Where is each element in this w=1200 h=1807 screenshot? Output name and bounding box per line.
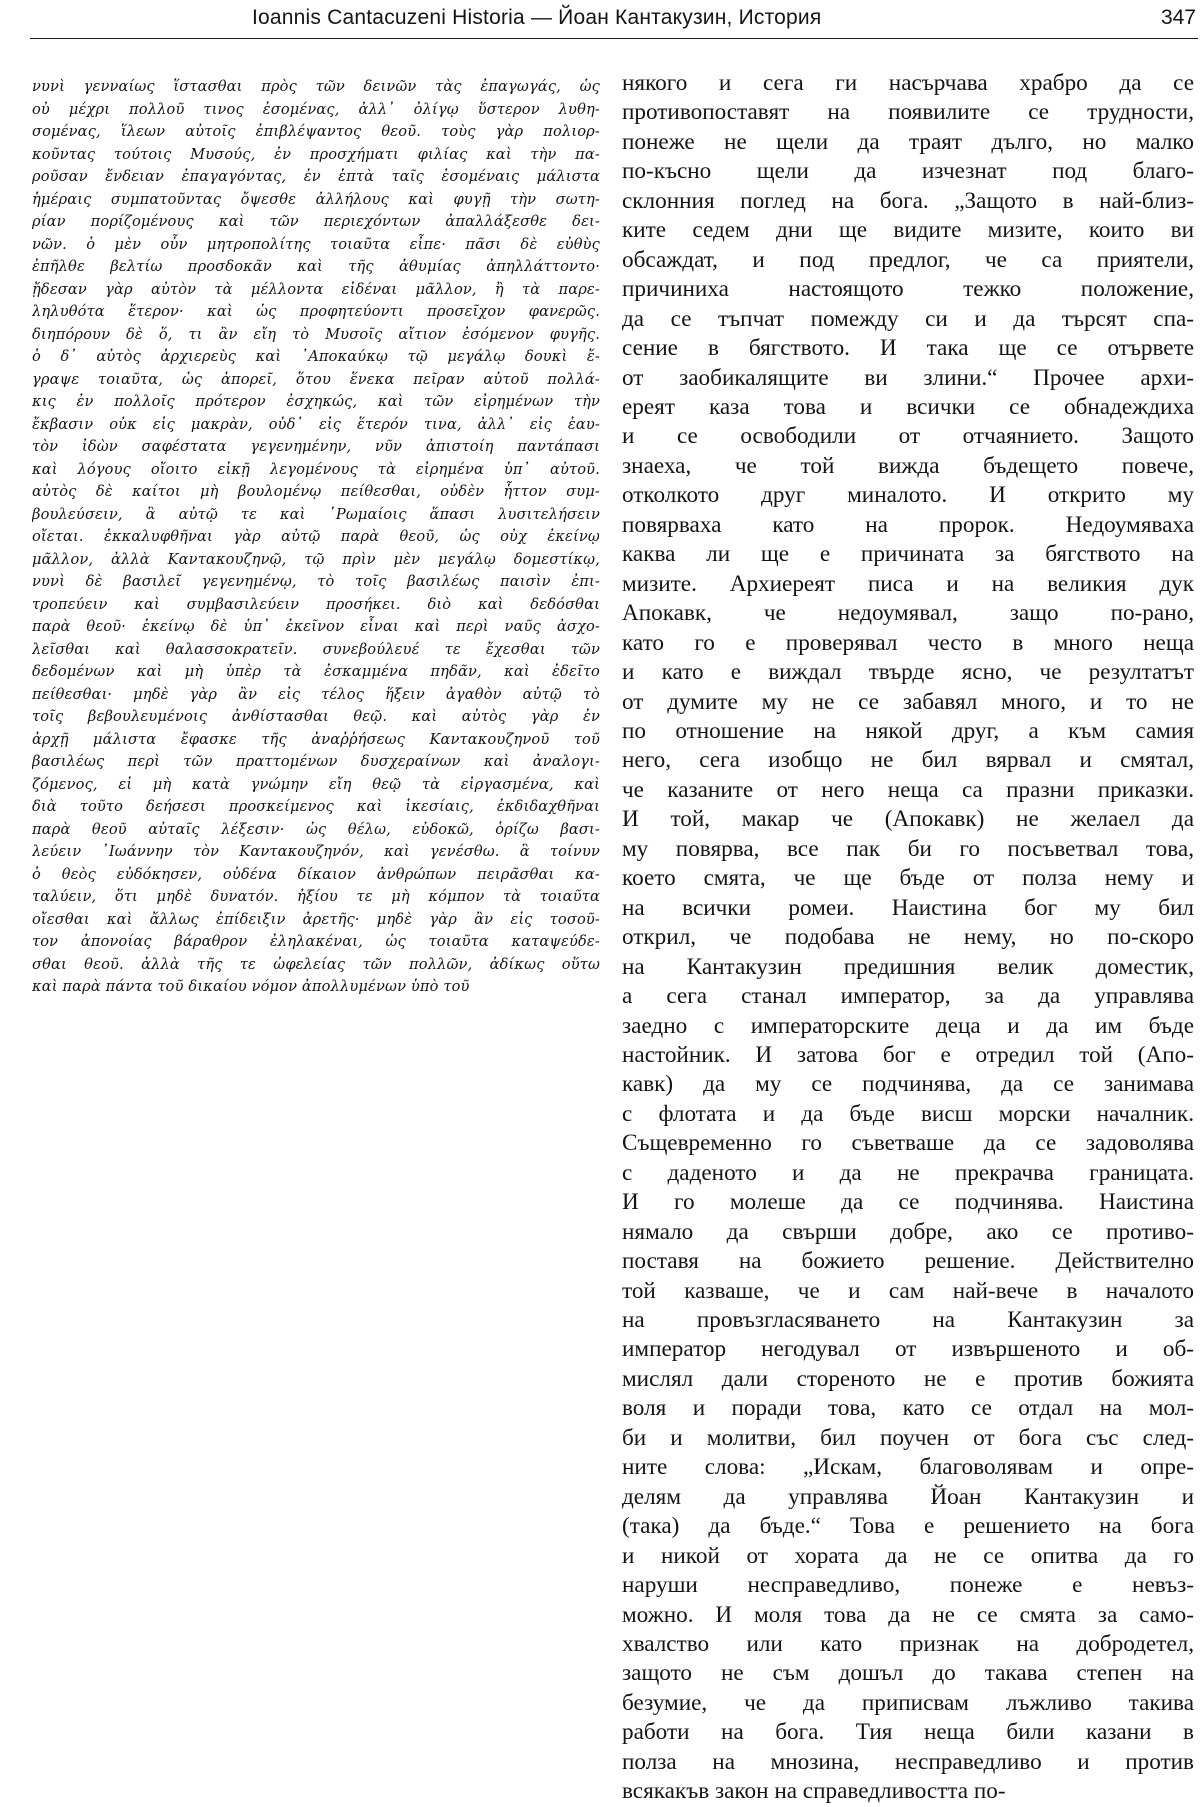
translation-text-line: мислял дали стореното не е против божията (622, 1365, 1194, 1392)
translation-text-line: би и молитви, бил поучен от бога със след- (622, 1424, 1194, 1451)
running-title: Ioannis Cantacuzeni Historia — Йоан Кантакузин, История (252, 6, 822, 29)
translation-text-line: кавк) да му се подчинява, да се занимава (622, 1071, 1194, 1098)
greek-text-line: οἴεσθαι καὶ ἄλλως ἐπίδειξιν ἀρετῆς· μηδὲ γὰρ ἂν εἰς τοσοῦ- (32, 910, 600, 928)
translation-text-line: като го е проверявал често в много неща (622, 629, 1194, 656)
translation-text-line: заедно с императорските деца и да им бъде (622, 1012, 1194, 1039)
translation-text-line: обсаждат, и под предлог, че са приятели, (622, 246, 1194, 273)
translation-text-line: от заобикалящите ви злини.“ Прочее архи- (622, 364, 1194, 391)
translation-text-line: мизите. Архиереят писа и на великия дук (622, 570, 1194, 597)
greek-text-line: ζόμενος, εἰ μὴ κατὰ γνώμην εἴη θεῷ τὰ εἰργασμένα, καὶ (32, 775, 600, 793)
translation-text-line: делям да управлява Йоан Кантакузин и (622, 1483, 1194, 1510)
greek-text-line: ληλυθότα ἕτερον· καὶ ὡς προφητεύοντι προσεῖχον φανερῶς. (32, 303, 600, 320)
translation-text-line: нямало да свърши добре, ако се противо- (622, 1218, 1194, 1245)
translation-text-line: можно. И моля това да не се смята за само- (622, 1601, 1194, 1628)
greek-text-line: νυνὶ γενναίως ἵστασθαι πρὸς τῶν δεινῶν τὰς ἐπαγωγάς, ὡς (32, 78, 600, 95)
translation-text-line: на всички ромеи. Наистина бог му бил (622, 894, 1194, 921)
translation-text-line: отколкото друг миналото. И открито му (622, 482, 1194, 509)
greek-text-line: ταλύειν, ὅτι μηδὲ δυνατόν. ἠξίου τε μὴ κόμπον τὰ τοιαῦτα (32, 888, 600, 905)
greek-text-line: ὁ θεὸς εὐδόκησεν, οὐδένα δίκαιον ἀνθρώπων πειρᾶσθαι κα- (32, 865, 600, 883)
translation-text-line: (така) да бъде.“ Това е решението на бога (622, 1513, 1194, 1540)
greek-text-line: ὁ δ᾽ αὐτὸς ἀρχιερεὺς καὶ ᾽Αποκαύκῳ τῷ μεγάλῳ δουκὶ ἔ- (32, 348, 600, 365)
greek-text-line: νυνὶ δὲ βασιλεῖ γεγενημένῳ, τὸ τοῖς βασιλέως παισὶν ἐπι- (32, 573, 600, 590)
translation-text-line: защото не съм дошъл до такава степен на (622, 1660, 1194, 1687)
running-header (30, 0, 1198, 39)
translation-text-line: от думите му не се забавял много, и то не (622, 688, 1194, 715)
greek-text-line: δεδομένων καὶ μὴ ὑπὲρ τὰ ἐσκαμμένα πηδᾶν, καὶ ἐδεῖτο (32, 663, 600, 680)
greek-text-line: πείθεσθαι· μηδὲ γὰρ ἂν εἰς τέλος ἥξειν ἀγαθὸν αὐτῷ τὸ (32, 685, 600, 703)
translation-text-line: понеже не щели да траят дълго, но малко (622, 128, 1194, 155)
translation-text-line: воля и поради това, като се отдал на мол- (622, 1395, 1194, 1422)
translation-text-line: И той, макар че (Апокавк) не желаел да (622, 806, 1194, 833)
greek-text-line: καὶ παρὰ πάντα τοῦ δικαίου νόμον ἀπολλυμένων ὑπὸ τοῦ (32, 978, 470, 995)
bulgarian-translation-column (622, 69, 1194, 1807)
translation-text-line: повярваха като на пророк. Недоумяваха (622, 511, 1194, 538)
translation-text-line: каква ли ще е причината за бягството на (622, 541, 1194, 568)
greek-text-line: λεῖσθαι καὶ θαλασσοκρατεῖν. συνεβούλευέ τε ἔχεσθαι τῶν (32, 640, 600, 658)
greek-text-line: σθαι θεοῦ. ἀλλὰ τῆς τε ὠφελείας τῶν πολλῶν, ἀδίκως οὕτω (32, 955, 600, 973)
translation-text-line: безумие, че да приписвам лъжливо такива (622, 1689, 1194, 1716)
translation-text-line: че казаните от него неща са празни приказки. (622, 776, 1194, 803)
translation-text-line: работи на бога. Тия неща били казани в (622, 1719, 1194, 1746)
greek-text-line: τὸν ἰδὼν σαφέστατα γεγενημένην, νῦν ἀπιστοίη παντάπασι (32, 438, 600, 455)
greek-text-line: ἐπῆλθε βελτίω προσδοκᾶν καὶ τῆς ἀθυμίας ἀπηλλάττοντο· (32, 258, 600, 275)
greek-text-line: παρὰ θεοῦ· ἐκείνῳ δὲ ὑπ᾽ ἐκεῖνον εἶναι καὶ περὶ ναῦς ἀσχο- (32, 618, 600, 635)
translation-text-line: всякакъв закон на справедливостта по- (622, 1778, 1006, 1805)
greek-text-line: βουλεύσειν, ἃ αὐτῷ τε καὶ ῾Ρωμαίοις ἅπασι λυσιτελήσειν (32, 505, 600, 523)
translation-text-line: хвалство или като признак на добродетел, (622, 1631, 1194, 1658)
translation-text-line: и никой от хората да не се опитва да го (622, 1542, 1194, 1569)
translation-text-line: И го молеше да се подчинява. Наистина (622, 1189, 1194, 1216)
greek-text-line: κις ἐν πολλοῖς πρότερον ἐσχηκώς, καὶ τῶν εἰρημένων τὴν (32, 393, 600, 410)
greek-text-line: ἔκβασιν οὐκ εἰς μακρὰν, οὐδ᾽ εἰς ἕτερόν τινα, ἀλλ᾽ εἰς ἑαυ- (32, 415, 600, 433)
translation-text-line: сение в бягството. И така ще се отървете (622, 335, 1194, 362)
greek-text-line: τον ἀπονοίας βάραθρον ἐληλακέναι, ὡς τοιαῦτα καταψεύδε- (32, 933, 600, 950)
translation-text-line: и се освободили от отчаянието. Защото (622, 423, 1194, 450)
greek-text-line: λεύειν ᾽Ιωάννην τὸν Καντακουζηνόν, καὶ γενέσθω. ἃ τοίνυν (32, 843, 600, 860)
translation-text-line: поставя на божието решение. Действително (622, 1248, 1194, 1275)
translation-text-line: с флотата и да бъде висш морски началник. (622, 1100, 1194, 1127)
translation-text-line: склонния поглед на бога. „Защото в най-близ- (622, 187, 1194, 214)
greek-text-line: ᾔδεσαν γὰρ αὐτὸν τὰ μέλλοντα εἰδέναι μᾶλλον, ἢ τὰ παρε- (32, 280, 600, 298)
translation-text-line: противопоставят на появилите се трудности, (622, 99, 1194, 126)
translation-text-line: той казваше, че и сам най-вече в началото (622, 1277, 1194, 1304)
greek-text-line: παρὰ θεοῦ αὐταῖς λέξεσιν· ὡς θέλω, εὐδοκῶ, ὁρίζω βασι- (32, 820, 600, 838)
greek-text-line: βασιλέως περὶ τῶν πραττομένων δυσχεραίνων καὶ ἀναλογι- (32, 753, 600, 770)
translation-text-line: наруши несправедливо, понеже е невъз- (622, 1572, 1194, 1599)
translation-text-line: настойник. И затова бог е отредил той (Апо- (622, 1041, 1194, 1068)
translation-text-line: император негодувал от извършеното и об- (622, 1336, 1194, 1363)
translation-text-line: по-късно щели да изчезнат под благо- (622, 158, 1194, 185)
greek-text-column (32, 76, 600, 999)
translation-text-line: а сега станал император, за да управлява (622, 983, 1194, 1010)
translation-text-line: на провъзгласяването на Кантакузин за (622, 1307, 1194, 1334)
greek-text-line: καὶ λόγους οἴοιτο εἰκῇ λεγομένους τὰ εἰρημένα ὑπ᾽ αὐτοῦ. (32, 460, 600, 478)
translation-text-line: ните слова: „Искам, благоволявам и опре- (622, 1454, 1194, 1481)
translation-text-line: причиниха настоящото тежко положение, (622, 276, 1194, 303)
translation-text-line: него, сега изобщо не бил вярвал и смятал, (622, 747, 1194, 774)
translation-text-line: да се тъпчат помежду си и да търсят спа- (622, 305, 1194, 332)
greek-text-line: ἡμέραις συμπατοῦντας ὄψεσθε ἀλλήλους καὶ φυγῇ τὴν σωτη- (32, 190, 600, 208)
translation-text-line: което смята, че ще бъде от полза нему и (622, 865, 1194, 892)
page-number: 347 (1160, 6, 1196, 29)
translation-text-line: ереят каза това и всички се обнадеждиха (622, 393, 1194, 420)
greek-text-line: αὐτὸς δὲ καίτοι μὴ βουλομένῳ πείθεσθαι, οὐδὲν ἧττον συμ- (32, 483, 600, 500)
translation-text-line: някого и сега ги насърчава храбро да се (622, 70, 1194, 96)
greek-text-line: νῶν. ὁ μὲν οὖν μητροπολίτης τοιαῦτα εἶπε· πᾶσι δὲ εὐθὺς (32, 235, 600, 253)
translation-text-line: открил, че подобава не нему, но по-скоро (622, 924, 1194, 951)
greek-text-line: μᾶλλον, ἀλλὰ Καντακουζηνῷ, τῷ πρὶν μὲν μεγάλῳ δομεστίκῳ, (32, 550, 600, 568)
greek-text-line: διὰ τοῦτο δεήσεσι προσκείμενος καὶ ἱκεσίαις, ἐκδιδαχθῆναι (32, 798, 600, 815)
greek-text-line: ρίαν πορίζομένους καὶ τῶν περιεχόντων ἀπαλλάξεσθε δει- (32, 213, 600, 230)
translation-text-line: по отношение на някой друг, а към самия (622, 717, 1194, 744)
greek-text-line: οὐ μέχρι πολλοῦ τινος ἐσομένας, ἀλλ᾽ ὀλίγῳ ὕστερον λυθη- (32, 100, 600, 118)
translation-text-line: и като е виждал твърде ясно, че резултатът (622, 659, 1194, 686)
translation-text-line: на Кантакузин предишния велик доместик, (622, 953, 1194, 980)
greek-text-line: γραψε τοιαῦτα, ὡς ἀπορεῖ, ὅτου ἕνεκα πεῖραν αὐτοῦ πολλά- (32, 370, 600, 388)
translation-text-line: ките седем дни ще видите мизите, които ви (622, 217, 1194, 244)
translation-text-line: Апокавк, че недоумявал, защо по-рано, (622, 600, 1194, 627)
greek-text-line: διηπόρουν δὲ ὅ, τι ἂν εἴη τὸ Μυσοῖς αἴτιον ἐσόμενον φυγῆς. (32, 325, 600, 343)
greek-text-line: ἀρχῇ μάλιστα ἔφασκε τῆς ἀναῤῥήσεως Καντακουζηνοῦ τοῦ (32, 730, 600, 748)
translation-text-line: знаеха, че той вижда бъдещето повече, (622, 452, 1194, 479)
greek-text-line: τοῖς βεβουλευμένοις ἀνθίστασθαι θεῷ. καὶ αὐτὸς γὰρ ἐν (32, 708, 600, 725)
translation-text-line: му повярва, все пак би го посъветвал това, (622, 835, 1194, 862)
translation-text-line: с даденото и да не прекрачва границата. (622, 1159, 1194, 1186)
greek-text-line: κοῦντας τούτοις Μυσούς, ἐν προσχήματι φιλίας καὶ τὴν πα- (32, 145, 600, 163)
translation-text-line: Същевременно го съветваше да се задоволява (622, 1130, 1194, 1157)
greek-text-line: ροῦσαν ἔνδειαν ἐπαγαγόντας, ἐν ἑπτὰ ταῖς ἐσομέναις μάλιστα (32, 168, 600, 185)
translation-text-line: полза на мнозина, несправедливо и против (622, 1748, 1194, 1775)
greek-text-line: τροπεύειν καὶ συμβασιλεύειν προσήκει. διὸ καὶ δεδόσθαι (32, 595, 600, 613)
greek-text-line: σομένας, ἵλεων αὐτοῖς ἐπιβλέψαντος θεοῦ. τοὺς γὰρ πολιορ- (32, 123, 600, 140)
greek-text-line: οἴεται. ἐκκαλυφθῆναι γὰρ αὐτῷ παρὰ θεοῦ, ὡς οὐχ ἐκείνῳ (32, 528, 600, 545)
